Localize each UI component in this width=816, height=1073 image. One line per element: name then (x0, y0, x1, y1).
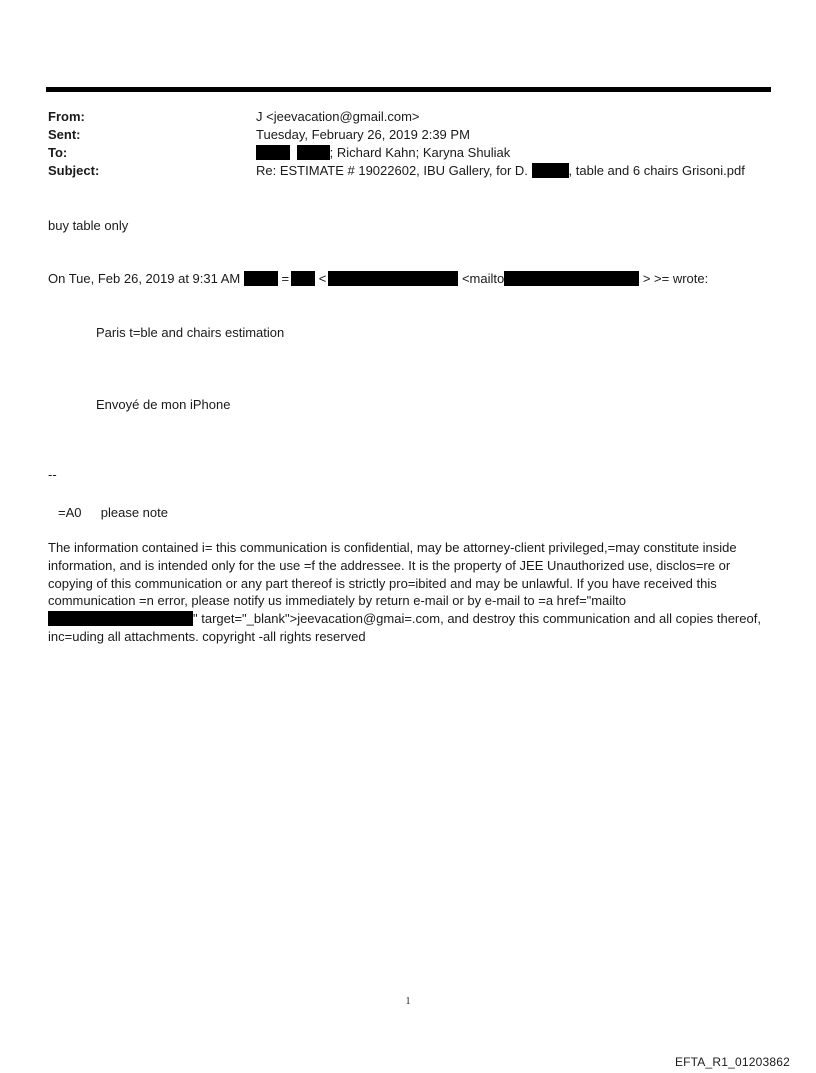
reply-text: buy table only (48, 218, 129, 233)
to-label: To: (48, 145, 68, 160)
quote-intro-mailto: <mailto (461, 271, 505, 286)
page-number: 1 (405, 996, 411, 1007)
document-id: EFTA_R1_01203862 (674, 1055, 790, 1069)
note-text: please note (100, 505, 168, 520)
header-divider-rule (46, 87, 771, 92)
signature-separator: -- (48, 467, 57, 482)
quote-intro-lt: < (318, 271, 327, 286)
sent-value: Tuesday, February 26, 2019 2:39 PM (256, 127, 470, 142)
note-code: =A0 (58, 505, 82, 520)
from-label: From: (48, 109, 85, 124)
subject-suffix-text: , table and 6 chairs Grisoni.pdf (568, 163, 745, 178)
disclaimer-text-part-2: " target="_blank">jeevacation@gmai=.com, and destroy this communication and all copies thereof, inc=uding all attachments. copyright -all rights reserved (48, 611, 761, 644)
quote-intro-suffix: > >= wrote: (642, 271, 709, 286)
from-value: J <jeevacation@gmail.com> (256, 109, 420, 124)
redaction-box (48, 611, 193, 626)
confidentiality-disclaimer (48, 539, 763, 646)
subject-label: Subject: (48, 163, 100, 178)
quoted-line-1: Paris t=ble and chairs estimation (96, 325, 285, 340)
redaction-box (504, 271, 639, 286)
redaction-box (244, 271, 278, 286)
quote-intro-prefix: On Tue, Feb 26, 2019 at 9:31 AM (48, 271, 241, 286)
redaction-box (328, 271, 458, 286)
to-recipients-text: ; Richard Kahn; Karyna Shuliak (329, 145, 511, 160)
quote-intro-eq: = (281, 271, 290, 286)
sent-label: Sent: (48, 127, 81, 142)
subject-prefix-text: Re: ESTIMATE # 19022602, IBU Gallery, for D. (256, 163, 528, 178)
redaction-box (297, 145, 330, 160)
quoted-line-2: Envoyé de mon iPhone (96, 397, 231, 412)
note-line (58, 504, 168, 521)
quote-intro-line (48, 270, 708, 287)
disclaimer-text-part-1: The information contained i= this communication is confidential, may be attorney-client privileged,=may constitute inside information, and is intended only for the use =f the addressee. It is the property of JEE Unauthorized use, disclos=re or copying of this communication or any part thereof is strictly pro=ibited and may be unlawful. If you have received this communication =n error, please notify us immediately by return e-mail or by e-mail to =a href="mailto (48, 540, 737, 609)
subject-value (256, 162, 745, 179)
redaction-box (256, 145, 290, 160)
to-value (256, 144, 510, 161)
redaction-box (532, 163, 569, 178)
redaction-box (291, 271, 315, 286)
